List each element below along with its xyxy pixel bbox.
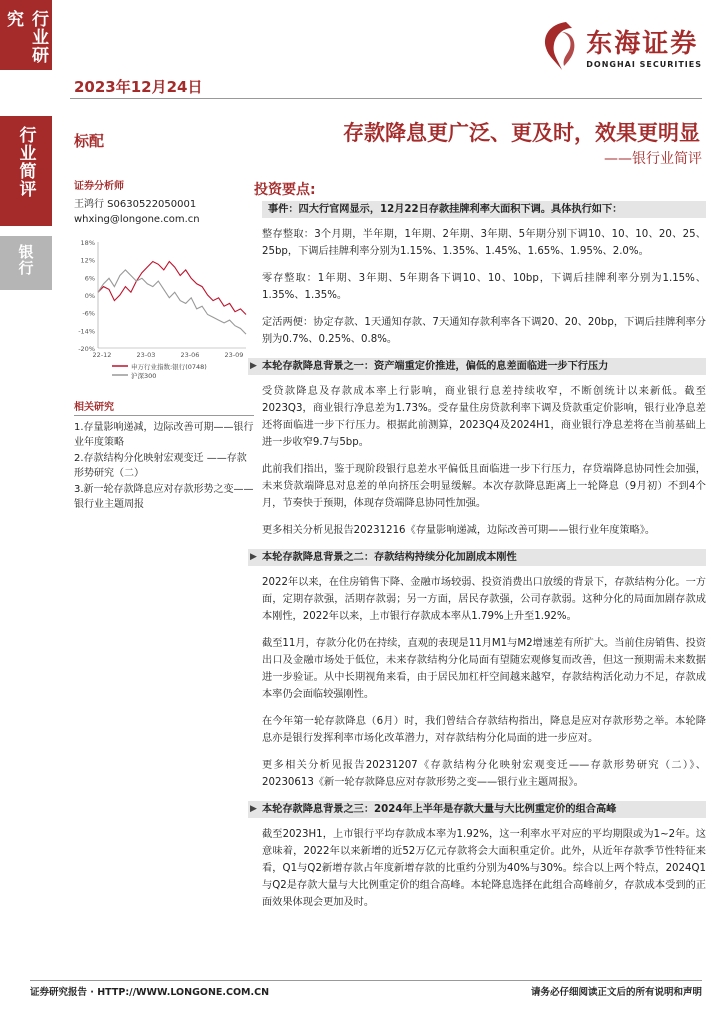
footer-left[interactable]: 证券研究报告 · HTTP://WWW.LONGONE.COM.CN xyxy=(30,987,270,998)
report-subtitle: ——银行业简评 xyxy=(604,151,702,167)
section-heading-text: 本轮存款降息背景之三：2024年上半年是存款大量与大比例重定价的组合高峰 xyxy=(262,804,617,815)
logo-cn-text: 东海证券 xyxy=(586,29,699,59)
analyst-name: 王鸿行 S0630522050001 xyxy=(74,199,197,210)
report-title: 存款降息更广泛、更及时，效果更明显 xyxy=(343,121,700,145)
analyst-email[interactable]: whxing@longone.com.cn xyxy=(74,214,200,225)
section-heading xyxy=(248,549,706,566)
paragraph: 2022年以来，在住房销售下降、金融市场较弱、投资消费出口放缓的背景下，存款结构分化。一方面，定期存款强，活期存款弱；另一方面，居民存款强，公司存款弱。这种分化的局面加剧存款成本刚性，2022年以来，上市银行存款成本率从1.79%上升至1.92%。 xyxy=(262,577,706,622)
paragraph: 定活两便：协定存款、1天通知存款、7天通知存款利率各下调20、20、20bp，下调后挂牌利率分别为0.7%、0.25%、0.8%。 xyxy=(262,317,706,345)
related-item[interactable]: 2.存款结构分化映射宏观变迁 ——存款形势研究（二） xyxy=(74,453,247,479)
related-research xyxy=(74,398,254,513)
y-tick-label: 6% xyxy=(84,274,95,283)
y-tick-label: 0% xyxy=(84,292,95,300)
legend-label: 沪深300 xyxy=(131,372,157,380)
sidebar-low-tab xyxy=(0,236,52,290)
series-line-2 xyxy=(98,270,246,334)
triangle-bullet-icon: ▶ xyxy=(250,804,257,814)
event-line: 事件：四大行官网显示，12月22日存款挂牌利率大面积下调。具体执行如下： xyxy=(262,201,706,218)
paragraph: 在今年第一轮存款降息（6月）时，我们曾结合存款结构指出，降息是应对存款形势之举。本轮降息亦是银行发挥利率市场化改革潜力，对存款结构分化局面的进一步应对。 xyxy=(262,716,706,744)
y-tick-label: 12% xyxy=(80,256,95,265)
paragraph: 零存整取：1年期、3年期、5年期各下调10、10、10bp，下调后挂牌利率分别为1.15%、1.35%、1.35%。 xyxy=(262,273,706,301)
analyst-block xyxy=(74,177,254,227)
paragraph: 更多相关分析见报告20231216《存量影响递减，边际改善可期——银行业年度策略》。 xyxy=(262,525,656,536)
y-tick-label: 18% xyxy=(80,239,95,247)
section-heading-text: 本轮存款降息背景之二：存款结构持续分化加剧成本刚性 xyxy=(262,552,517,563)
sidebar-low-label: 银行 xyxy=(16,244,35,276)
paragraph: 受贷款降息及存款成本率上行影响，商业银行息差持续收窄，不断创统计以来新低。截至2023Q3，商业银行净息差为1.73%。受存量住房贷款利率下调及贷款重定价影响，银行业净息差还将面临进一步下行压力。根据此前测算，2023Q4及2024H1，商业银行净息差将在当前基础上进一步收窄9.7与5bp。 xyxy=(262,386,706,448)
paragraph: 整存整取：3个月期，半年期，1年期、2年期、3年期、5年期分别下调10、10、10、20、25、25bp，下调后挂牌利率分别为1.15%、1.35%、1.45%、1.65%、1.95%、2.0%。 xyxy=(262,229,706,257)
triangle-bullet-icon: ▶ xyxy=(250,552,257,562)
section-heading xyxy=(248,358,706,375)
sidebar-mid-label: 行业简评 xyxy=(15,126,36,198)
section-heading-text: 本轮存款降息背景之一：资产端重定价推进，偏低的息差面临进一步下行压力 xyxy=(262,361,609,372)
footer-right: 请务必仔细阅读正文后的所有说明和声明 xyxy=(530,987,702,998)
x-tick-label: 23-09 xyxy=(224,351,244,359)
related-heading: 相关研究 xyxy=(74,398,254,416)
triangle-bullet-icon: ▶ xyxy=(250,361,257,371)
company-logo xyxy=(536,18,702,74)
main-content xyxy=(250,182,706,921)
dragon-logo-icon xyxy=(536,18,580,74)
series-line-1 xyxy=(98,262,246,315)
paragraph: 截至2023H1，上市银行平均存款成本率为1.92%，这一利率水平对应的平均期限或为1~2年。这意味着，2022年以来新增的近52万亿元存款将会大面积重定价。此外，从近年存款季节性特征来看，Q1与Q2新增存款占年度新增存款的比重约分别为40%与30%。综合以上两个特点，2024Q1与Q2是存款大量与大比例重定价的组合高峰。本轮降息选择在此组合高峰前夕，存款成本受到的正面效果体现会更加及时。 xyxy=(262,829,706,908)
paragraph: 更多相关分析见报告20231207《存款结构分化映射宏观变迁——存款形势研究（二）》、20230613《新一轮存款降息应对存款形势之变——银行业主题周报》。 xyxy=(262,760,706,788)
related-item[interactable]: 1.存量影响递减，边际改善可期——银行业年度策略 xyxy=(74,422,254,448)
page-footer xyxy=(30,980,702,998)
analyst-heading: 证券分析师 xyxy=(74,181,124,192)
related-item[interactable]: 3.新一轮存款降息应对存款形势之变——银行业主题周报 xyxy=(74,484,254,510)
x-tick-label: 23-03 xyxy=(136,351,156,359)
legend-label: 申万行业指数:银行(0748) xyxy=(131,363,207,371)
chart-svg xyxy=(74,236,254,386)
performance-chart xyxy=(74,236,254,386)
sidebar-mid-tab xyxy=(0,116,52,226)
logo-en-text: DONGHAI SECURITIES xyxy=(586,60,702,69)
y-tick-label: -20% xyxy=(78,345,95,353)
industry-rating: 标配 xyxy=(74,132,105,150)
x-tick-label: 23-06 xyxy=(180,351,200,359)
x-tick-label: 22-12 xyxy=(92,351,112,359)
sidebar-top-tab xyxy=(0,0,52,70)
paragraph: 此前我们指出，鉴于现阶段银行息差水平偏低且面临进一步下行压力，存贷端降息协同性会加强，未来贷款端降息对息差的单向挤压会明显缓解。本次存款降息距离上一轮降息（9月初）不到4个月，节奏快于预期，体现存贷端降息协同性加强。 xyxy=(262,464,706,509)
y-tick-label: -6% xyxy=(82,309,95,318)
paragraph: 截至11月，存款分化仍在持续，直观的表现是11月M1与M2增速差有所扩大。当前住房销售、投资出口及金融市场处于低位，未来存款结构分化局面有望随宏观修复而改善，但这一预期需未来数据进一步验证。从中长期视角来看，由于居民加杠杆空间越来越窄，存款结构活化动力不足，存款成本率仍会面临较强刚性。 xyxy=(262,638,706,700)
section-heading xyxy=(248,801,706,818)
report-date: 2023年12月24日 xyxy=(74,78,203,96)
header-divider xyxy=(70,98,702,99)
y-tick-label: -14% xyxy=(78,327,95,336)
key-points-heading: 投资要点: xyxy=(254,182,316,198)
sidebar-top-label: 行业研究 xyxy=(3,10,48,64)
